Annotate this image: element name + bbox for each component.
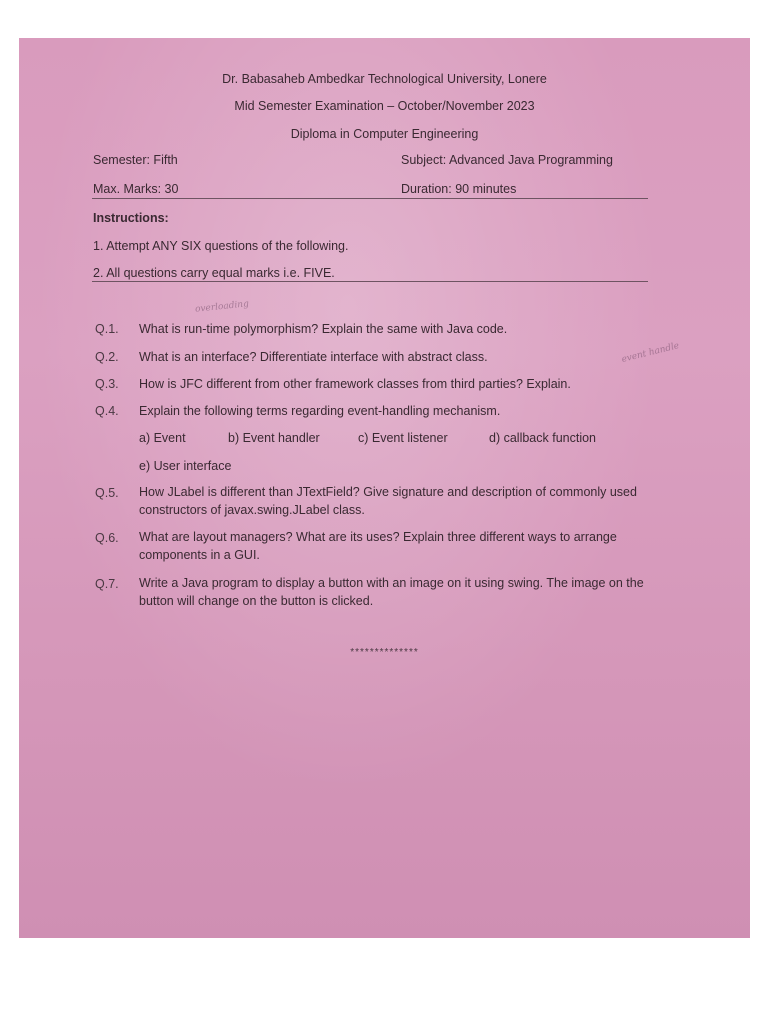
duration-label: Duration: 90 minutes [401, 182, 517, 196]
question-text: What is an interface? Differentiate interface with abstract class. [139, 350, 488, 364]
q4-term-e: e) User interface [139, 459, 232, 473]
max-marks-label: Max. Marks: 30 [93, 182, 179, 196]
question-text: What is run-time polymorphism? Explain the same with Java code. [139, 322, 508, 336]
question-number: Q.6. [95, 531, 119, 545]
q4-term-c: c) Event listener [358, 431, 448, 445]
instructions-heading: Instructions: [93, 211, 169, 225]
q4-term-b: b) Event handler [228, 431, 320, 445]
university-title: Dr. Babasaheb Ambedkar Technological University, Lonere [222, 72, 547, 86]
question-text: Explain the following terms regarding event-handling mechanism. [139, 404, 501, 418]
exam-paper [19, 38, 750, 938]
exam-title: Mid Semester Examination – October/November 2023 [234, 99, 535, 113]
question-number: Q.4. [95, 404, 119, 418]
instruction-2: 2. All questions carry equal marks i.e. FIVE. [93, 266, 335, 280]
question-number: Q.2. [95, 350, 119, 364]
instruction-1: 1. Attempt ANY SIX questions of the following. [93, 239, 349, 253]
subject-label: Subject: Advanced Java Programming [401, 153, 613, 167]
question-text: How is JFC different from other framework classes from third parties? Explain. [139, 377, 571, 391]
handwritten-note: overloading [194, 299, 250, 315]
handwritten-note: event handle [620, 341, 681, 365]
instructions-divider [92, 281, 648, 282]
question-text: How JLabel is different than JTextField? Give signature and description of commonly used constructors of javax.swing.JLabel class. [139, 485, 637, 517]
question-text: Write a Java program to display a button with an image on it using swing. The image on the button will change on the button is clicked. [139, 576, 644, 608]
question-number: Q.5. [95, 486, 119, 500]
question-number: Q.3. [95, 377, 119, 391]
program-title: Diploma in Computer Engineering [290, 127, 479, 141]
semester-label: Semester: Fifth [93, 153, 178, 167]
question-text: What are layout managers? What are its uses? Explain three different ways to arrange components in a GUI. [139, 530, 617, 562]
header-divider [92, 198, 648, 199]
question-number: Q.7. [95, 577, 119, 591]
end-marker: ************** [350, 647, 419, 658]
q4-term-a: a) Event [139, 431, 186, 445]
question-number: Q.1. [95, 322, 119, 336]
q4-term-d: d) callback function [489, 431, 597, 445]
